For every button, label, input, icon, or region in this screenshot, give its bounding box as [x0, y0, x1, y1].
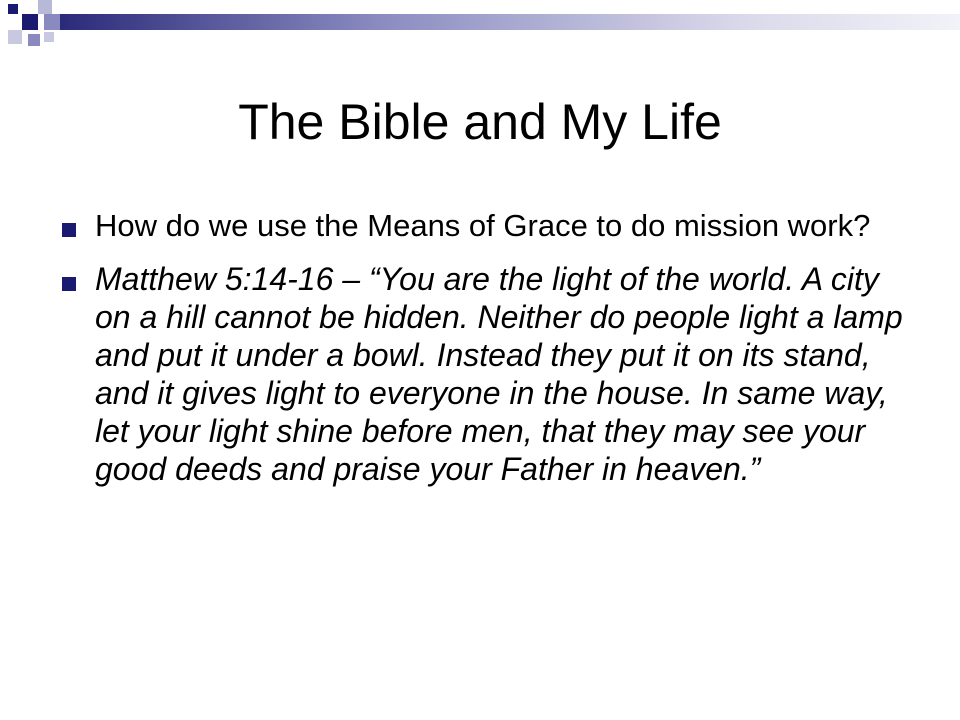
header-square-5 — [8, 30, 22, 44]
bullet-text: How do we use the Means of Grace to do mission work? — [95, 208, 871, 243]
scripture-quote-text: Matthew 5:14-16 – “You are the light of the world. A city on a hill cannot be hidden. Neither do people light a lamp and put it under a bowl. Instead they put it on its stand, and it gives light to everyone in the house. In same way, let your light shine before men, that they may see your good deeds and praise your Father in heaven.” — [95, 261, 903, 487]
header-square-6 — [28, 34, 40, 46]
header-gradient-bar — [60, 14, 960, 30]
square-bullet-icon — [62, 277, 76, 291]
bullet-list — [62, 208, 922, 488]
slide-title: The Bible and My Life — [238, 94, 722, 150]
header-square-4 — [44, 14, 60, 30]
bullet-item — [62, 260, 922, 488]
square-bullet-icon — [62, 223, 76, 237]
header-square-2 — [22, 14, 38, 30]
bullet-item — [62, 208, 922, 244]
header-square-3 — [38, 0, 52, 14]
header-square-1 — [8, 4, 18, 14]
header-square-7 — [44, 32, 54, 42]
header-decoration — [0, 0, 960, 56]
